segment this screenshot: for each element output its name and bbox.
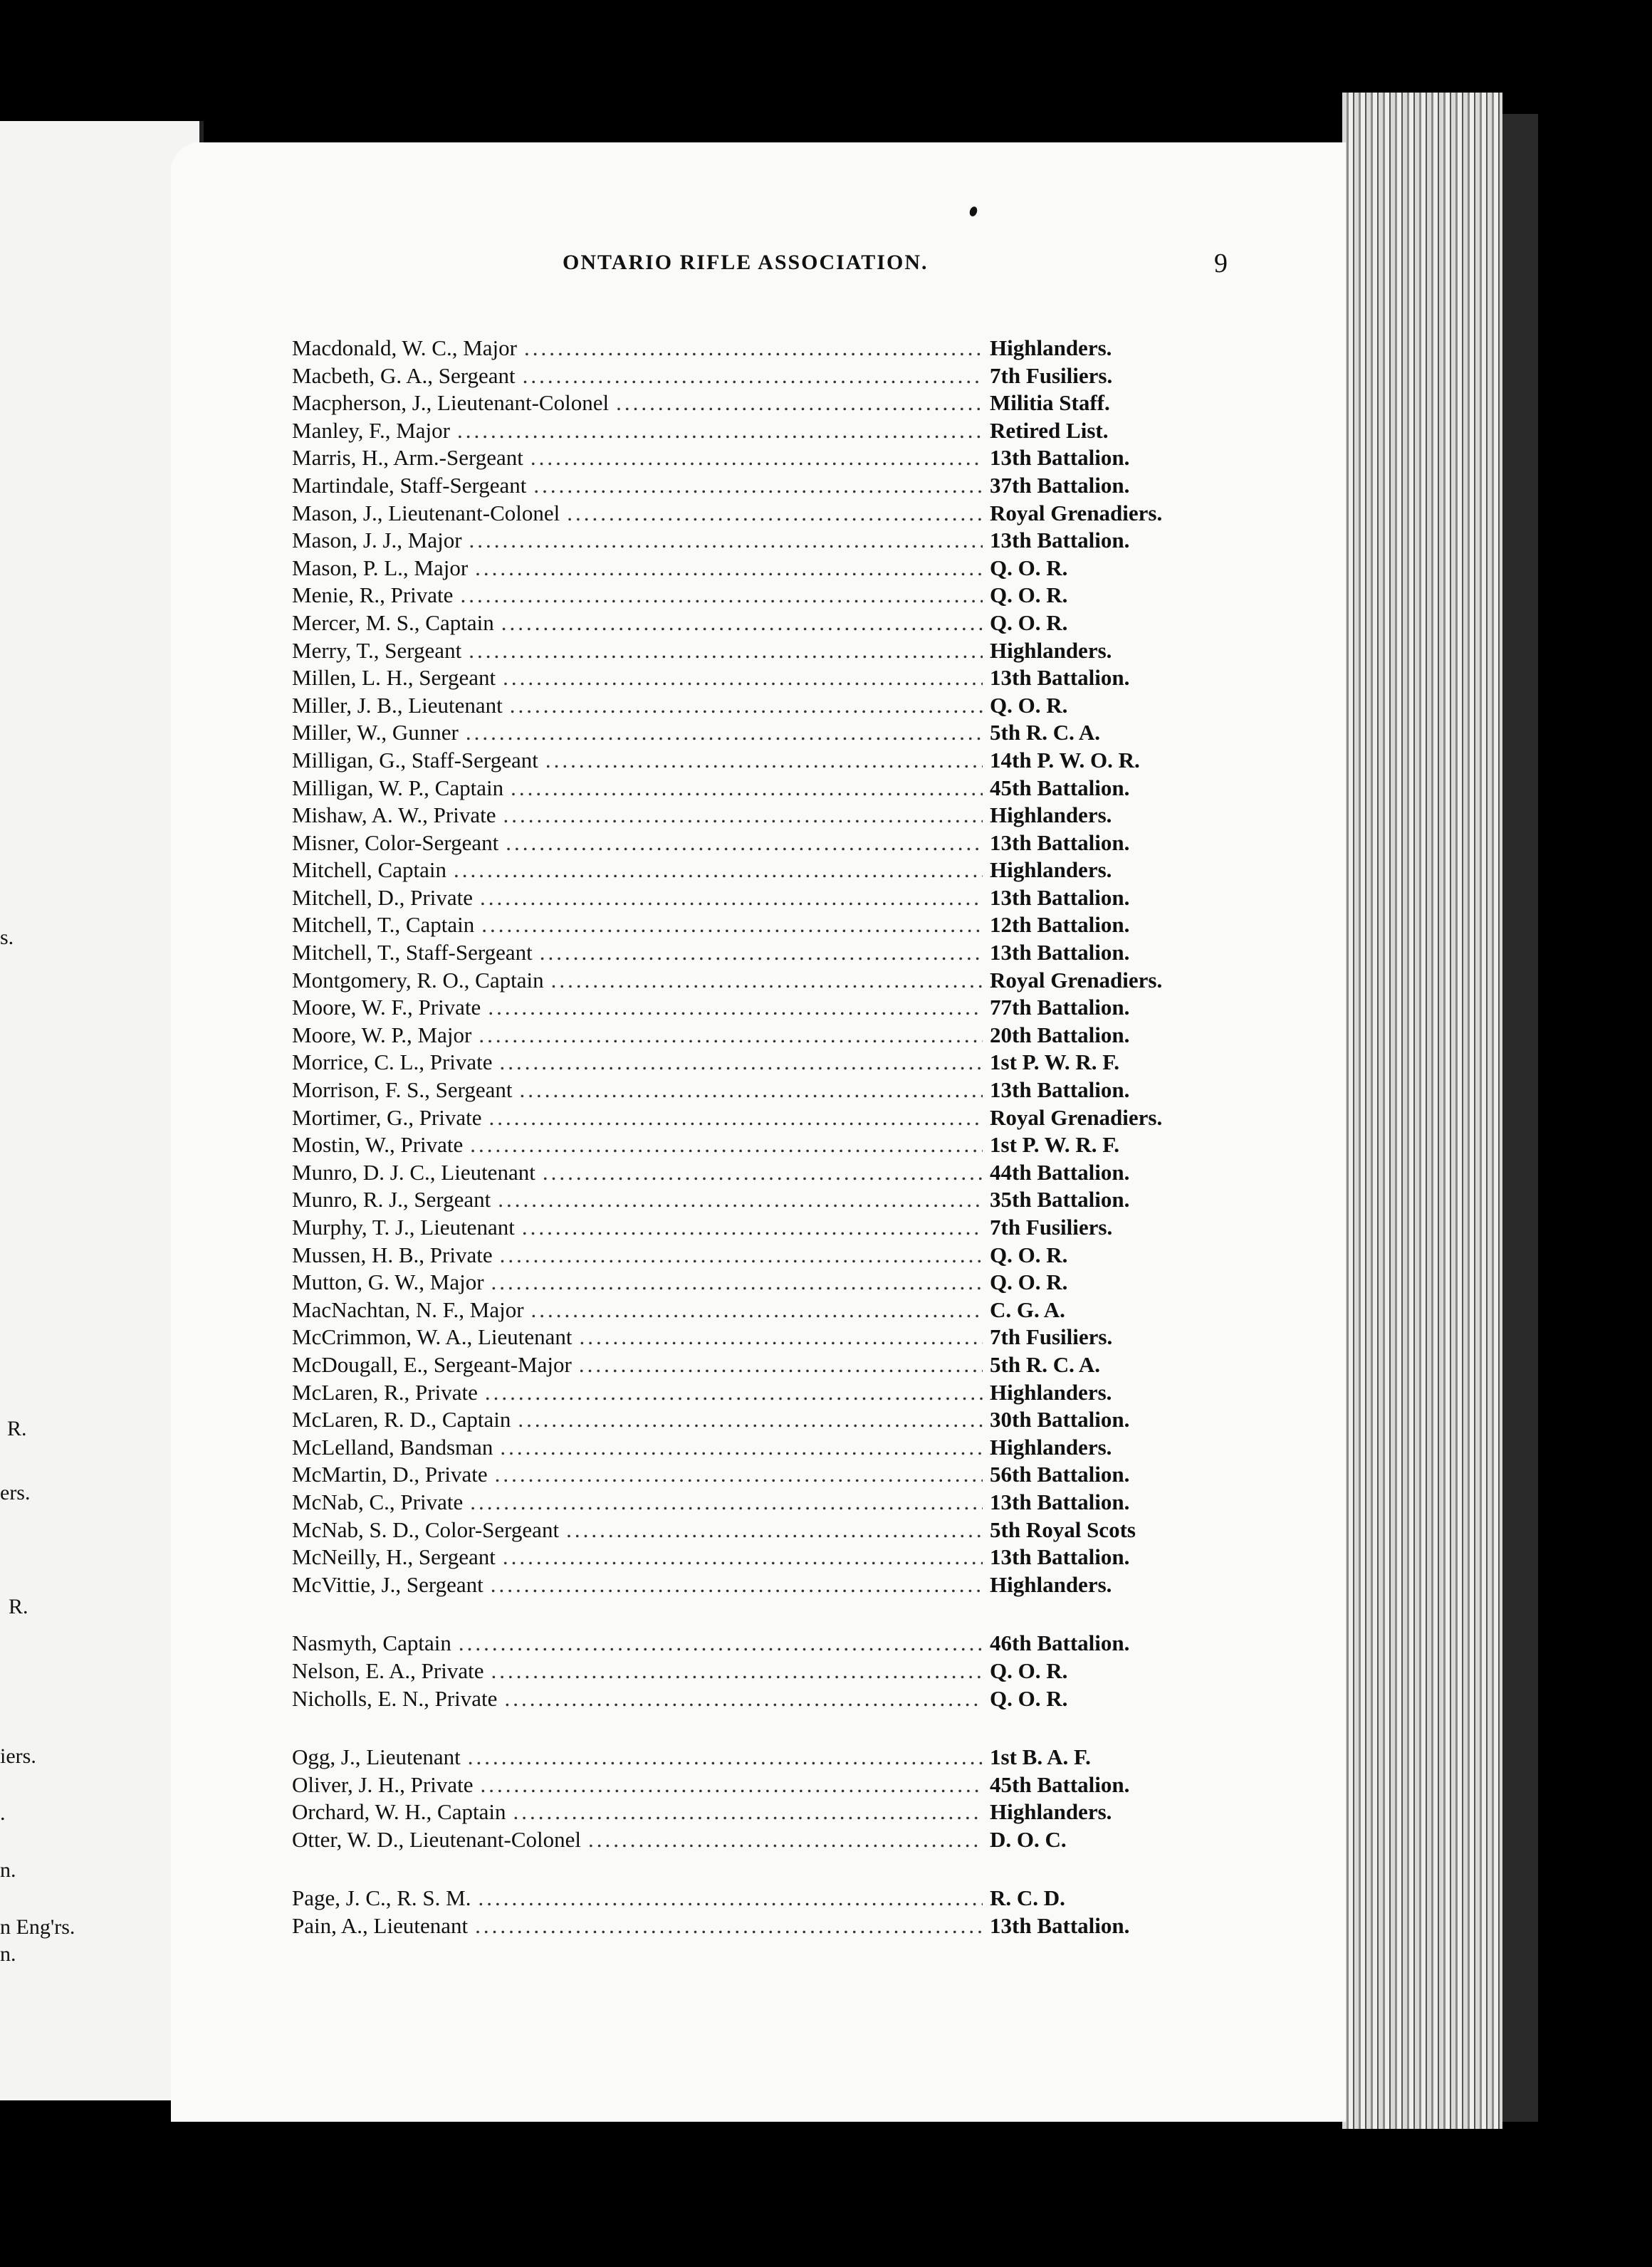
- member-unit: Q. O. R.: [990, 1685, 1068, 1711]
- member-unit: 1st B. A. F.: [990, 1744, 1091, 1770]
- list-item: [292, 1912, 1225, 1940]
- facing-page-fragment: R.: [7, 1417, 27, 1440]
- list-item: [292, 1544, 1225, 1571]
- dot-leader: [567, 500, 983, 528]
- member-name: Milligan, W. P., Captain: [292, 775, 504, 800]
- member-name: Martindale, Staff-Sergeant: [292, 472, 527, 498]
- member-unit: Militia Staff.: [990, 390, 1110, 416]
- list-item: [292, 389, 1225, 417]
- dot-leader: [459, 1630, 983, 1658]
- member-name: Macbeth, G. A., Sergeant: [292, 362, 516, 388]
- member-unit: 13th Battalion.: [990, 940, 1130, 965]
- facing-page-fragment: s.: [0, 926, 14, 949]
- member-unit: Highlanders.: [990, 335, 1112, 360]
- list-item: [292, 1049, 1225, 1077]
- list-item: [292, 1186, 1225, 1214]
- member-unit: Q. O. R.: [990, 692, 1068, 718]
- member-name: McDougall, E., Sergeant-Major: [292, 1351, 572, 1377]
- member-unit: 14th P. W. O. R.: [990, 747, 1140, 773]
- member-name: Page, J. C., R. S. M.: [292, 1885, 471, 1911]
- dot-leader: [513, 1799, 983, 1826]
- list-item: [292, 1131, 1225, 1159]
- dot-leader: [480, 884, 983, 912]
- list-item: [292, 1744, 1225, 1771]
- member-name: MacNachtan, N. F., Major: [292, 1297, 524, 1322]
- dot-leader: [540, 939, 983, 967]
- member-list: [292, 335, 1225, 1940]
- member-unit: Royal Grenadiers.: [990, 500, 1163, 525]
- member-unit: Q. O. R.: [990, 609, 1068, 635]
- member-unit: R. C. D.: [990, 1885, 1065, 1911]
- dot-leader: [460, 582, 983, 609]
- list-item: [292, 692, 1225, 720]
- list-item: [292, 1685, 1225, 1713]
- dot-leader: [469, 637, 983, 665]
- member-unit: 13th Battalion.: [990, 445, 1130, 471]
- list-item: [292, 747, 1225, 775]
- member-name: Montgomery, R. O., Captain: [292, 967, 544, 993]
- member-unit: 45th Battalion.: [990, 1771, 1130, 1797]
- list-item: [292, 1630, 1225, 1658]
- dot-leader: [454, 857, 983, 884]
- list-item: [292, 1297, 1225, 1324]
- dot-leader: [491, 1571, 983, 1599]
- dot-leader: [522, 1214, 983, 1242]
- member-unit: 13th Battalion.: [990, 665, 1130, 691]
- list-item: [292, 994, 1225, 1022]
- member-name: Mortimer, G., Private: [292, 1104, 482, 1130]
- facing-page-fragment: n.: [0, 1858, 16, 1882]
- list-item: [292, 637, 1225, 665]
- member-name: Pain, A., Lieutenant: [292, 1913, 469, 1939]
- member-name: Oliver, J. H., Private: [292, 1771, 474, 1797]
- list-item: [292, 911, 1225, 939]
- member-name: Mitchell, D., Private: [292, 884, 473, 910]
- member-name: Morrice, C. L., Private: [292, 1049, 493, 1075]
- list-item: [292, 1571, 1225, 1599]
- dot-leader: [495, 1461, 983, 1489]
- dot-leader: [566, 1517, 983, 1544]
- member-unit: D. O. C.: [990, 1826, 1067, 1852]
- member-name: Mitchell, T., Staff-Sergeant: [292, 940, 533, 965]
- member-unit: 5th Royal Scots: [990, 1517, 1136, 1542]
- member-name: Mitchell, Captain: [292, 857, 446, 883]
- facing-page-fragment: iers.: [0, 1744, 36, 1768]
- list-item: [292, 857, 1225, 884]
- member-name: Mercer, M. S., Captain: [292, 609, 494, 635]
- list-item: [292, 664, 1225, 692]
- member-unit: Highlanders.: [990, 1799, 1112, 1825]
- member-unit: 30th Battalion.: [990, 1407, 1130, 1433]
- member-unit: Highlanders.: [990, 857, 1112, 883]
- member-unit: Royal Grenadiers.: [990, 967, 1163, 993]
- list-item: [292, 609, 1225, 637]
- dot-leader: [498, 1186, 983, 1214]
- member-name: Murphy, T. J., Lieutenant: [292, 1215, 515, 1240]
- member-unit: Retired List.: [990, 417, 1109, 443]
- dot-leader: [511, 775, 983, 802]
- list-item: [292, 1351, 1225, 1379]
- list-item: [292, 1214, 1225, 1242]
- facing-page-fragment: n.: [0, 1942, 16, 1966]
- member-unit: 13th Battalion.: [990, 1489, 1130, 1514]
- list-item: [292, 417, 1225, 445]
- member-name: Manley, F., Major: [292, 417, 450, 443]
- member-name: Ogg, J., Lieutenant: [292, 1744, 461, 1770]
- member-unit: 56th Battalion.: [990, 1462, 1130, 1487]
- member-name: Moore, W. P., Major: [292, 1022, 472, 1047]
- dot-leader: [479, 1022, 983, 1049]
- member-name: Millen, L. H., Sergeant: [292, 665, 496, 691]
- member-name: McVittie, J., Sergeant: [292, 1571, 483, 1597]
- member-name: Marris, H., Arm.-Sergeant: [292, 445, 523, 471]
- member-name: Moore, W. F., Private: [292, 995, 481, 1020]
- dot-leader: [466, 719, 983, 747]
- member-unit: Highlanders.: [990, 1379, 1112, 1405]
- member-unit: 13th Battalion.: [990, 1913, 1130, 1939]
- member-name: Mason, J., Lieutenant-Colonel: [292, 500, 560, 525]
- list-item: [292, 1885, 1225, 1912]
- member-unit: 13th Battalion.: [990, 829, 1130, 855]
- page-number: 9: [1214, 248, 1228, 278]
- member-unit: Q. O. R.: [990, 1658, 1068, 1683]
- group-spacer: [292, 1598, 1225, 1630]
- dot-leader: [491, 1269, 983, 1297]
- facing-page-fragment: .: [0, 1801, 6, 1825]
- dot-leader: [468, 1744, 983, 1771]
- list-item: [292, 1771, 1225, 1799]
- dot-leader: [551, 967, 983, 995]
- dot-leader: [588, 1826, 983, 1854]
- list-item: [292, 500, 1225, 528]
- member-unit: Highlanders.: [990, 637, 1112, 663]
- list-item: [292, 1517, 1225, 1544]
- dot-leader: [478, 1885, 983, 1912]
- dot-leader: [475, 555, 983, 582]
- dot-leader: [500, 1049, 983, 1077]
- dot-leader: [501, 609, 983, 637]
- member-name: Milligan, G., Staff-Sergeant: [292, 747, 538, 773]
- facing-page-fragment: n Eng'rs.: [0, 1915, 75, 1939]
- member-name: McLaren, R., Private: [292, 1379, 478, 1405]
- list-item: [292, 1826, 1225, 1854]
- dot-leader: [616, 389, 983, 417]
- member-unit: 1st P. W. R. F.: [990, 1049, 1120, 1075]
- member-unit: Q. O. R.: [990, 555, 1068, 580]
- member-name: McNab, C., Private: [292, 1489, 464, 1514]
- dot-leader: [531, 1297, 983, 1324]
- list-item: [292, 1379, 1225, 1407]
- member-name: Miller, J. B., Lieutenant: [292, 692, 503, 718]
- member-unit: Q. O. R.: [990, 1269, 1068, 1295]
- member-unit: 13th Battalion.: [990, 884, 1130, 910]
- member-unit: 5th R. C. A.: [990, 1351, 1101, 1377]
- member-name: Mason, J. J., Major: [292, 528, 462, 553]
- member-name: Munro, D. J. C., Lieutenant: [292, 1159, 535, 1185]
- group-spacer: [292, 1712, 1225, 1744]
- member-name: Mitchell, T., Captain: [292, 912, 475, 938]
- member-unit: 5th R. C. A.: [990, 720, 1101, 745]
- list-item: [292, 1461, 1225, 1489]
- member-unit: 7th Fusiliers.: [990, 362, 1113, 388]
- dot-leader: [491, 1658, 983, 1685]
- member-unit: 77th Battalion.: [990, 995, 1130, 1020]
- dot-leader: [524, 335, 983, 362]
- member-name: Munro, R. J., Sergeant: [292, 1187, 491, 1213]
- dot-leader: [503, 1544, 983, 1571]
- list-item: [292, 1406, 1225, 1434]
- dot-leader: [488, 994, 983, 1022]
- member-name: Nicholls, E. N., Private: [292, 1685, 498, 1711]
- member-name: Miller, W., Gunner: [292, 720, 459, 745]
- list-item: [292, 967, 1225, 995]
- dot-leader: [520, 1077, 983, 1104]
- facing-page-fragment: ers.: [0, 1481, 31, 1504]
- dot-leader: [500, 1434, 983, 1462]
- dot-leader: [543, 1159, 983, 1187]
- list-item: [292, 1022, 1225, 1049]
- member-name: Mason, P. L., Major: [292, 555, 469, 580]
- member-unit: 44th Battalion.: [990, 1159, 1130, 1185]
- list-item: [292, 939, 1225, 967]
- member-name: Orchard, W. H., Captain: [292, 1799, 506, 1825]
- member-name: McCrimmon, W. A., Lieutenant: [292, 1324, 573, 1350]
- list-item: [292, 1077, 1225, 1104]
- list-item: [292, 527, 1225, 555]
- dot-leader: [533, 472, 983, 500]
- dot-leader: [506, 829, 983, 857]
- member-name: McMartin, D., Private: [292, 1462, 488, 1487]
- member-name: Nelson, E. A., Private: [292, 1658, 484, 1683]
- dot-leader: [457, 417, 983, 445]
- list-item: [292, 1658, 1225, 1685]
- dot-leader: [470, 1489, 983, 1517]
- dot-leader: [510, 692, 983, 720]
- dot-leader: [475, 1912, 983, 1940]
- dot-leader: [481, 911, 983, 939]
- list-item: [292, 1159, 1225, 1187]
- list-item: [292, 775, 1225, 802]
- member-unit: 7th Fusiliers.: [990, 1324, 1113, 1350]
- dot-leader: [469, 527, 983, 555]
- member-unit: Highlanders.: [990, 1434, 1112, 1460]
- list-item: [292, 1799, 1225, 1826]
- member-unit: 20th Battalion.: [990, 1022, 1130, 1047]
- member-unit: Highlanders.: [990, 802, 1112, 828]
- member-unit: 13th Battalion.: [990, 528, 1130, 553]
- member-unit: Q. O. R.: [990, 582, 1068, 608]
- running-header: ONTARIO RIFLE ASSOCIATION.: [563, 251, 929, 274]
- member-unit: Royal Grenadiers.: [990, 1104, 1163, 1130]
- member-name: Mishaw, A. W., Private: [292, 802, 496, 828]
- list-item: [292, 719, 1225, 747]
- dot-leader: [500, 1242, 983, 1269]
- list-item: [292, 1269, 1225, 1297]
- member-unit: 37th Battalion.: [990, 472, 1130, 498]
- member-unit: Highlanders.: [990, 1571, 1112, 1597]
- list-item: [292, 555, 1225, 582]
- member-name: McNab, S. D., Color-Sergeant: [292, 1517, 560, 1542]
- member-name: Merry, T., Sergeant: [292, 637, 462, 663]
- list-item: [292, 1104, 1225, 1132]
- list-item: [292, 444, 1225, 472]
- member-name: Nasmyth, Captain: [292, 1630, 451, 1656]
- member-unit: 35th Battalion.: [990, 1187, 1130, 1213]
- member-unit: 7th Fusiliers.: [990, 1215, 1113, 1240]
- member-name: Misner, Color-Sergeant: [292, 829, 499, 855]
- dot-leader: [470, 1131, 983, 1159]
- dot-leader: [530, 444, 983, 472]
- list-item: [292, 829, 1225, 857]
- member-unit: 13th Battalion.: [990, 1077, 1130, 1103]
- member-name: Mutton, G. W., Major: [292, 1269, 484, 1295]
- dot-leader: [580, 1324, 983, 1351]
- dot-leader: [485, 1379, 983, 1407]
- member-unit: 1st P. W. R. F.: [990, 1132, 1120, 1158]
- member-unit: 12th Battalion.: [990, 912, 1130, 938]
- member-name: McLelland, Bandsman: [292, 1434, 493, 1460]
- dot-leader: [504, 1685, 983, 1713]
- member-name: Macpherson, J., Lieutenant-Colonel: [292, 390, 610, 416]
- member-name: Morrison, F. S., Sergeant: [292, 1077, 513, 1103]
- list-item: [292, 1489, 1225, 1517]
- member-name: Macdonald, W. C., Major: [292, 335, 517, 360]
- dot-leader: [480, 1771, 983, 1799]
- group-spacer: [292, 1853, 1225, 1885]
- member-unit: Q. O. R.: [990, 1242, 1068, 1267]
- dot-leader: [489, 1104, 983, 1132]
- dot-leader: [503, 664, 983, 692]
- dot-leader: [579, 1351, 983, 1379]
- member-unit: C. G. A.: [990, 1297, 1065, 1322]
- page-stack-edge: [1342, 93, 1502, 2129]
- member-unit: 45th Battalion.: [990, 775, 1130, 800]
- list-item: [292, 1324, 1225, 1351]
- member-name: McNeilly, H., Sergeant: [292, 1544, 496, 1570]
- member-name: McLaren, R. D., Captain: [292, 1407, 511, 1433]
- dot-leader: [545, 747, 983, 775]
- facing-page-fragment: R.: [9, 1595, 28, 1618]
- member-name: Otter, W. D., Lieutenant-Colonel: [292, 1826, 581, 1852]
- dot-leader: [523, 362, 983, 390]
- member-name: Mostin, W., Private: [292, 1132, 464, 1158]
- list-item: [292, 362, 1225, 390]
- list-item: [292, 1242, 1225, 1269]
- dot-leader: [518, 1406, 983, 1434]
- member-unit: 46th Battalion.: [990, 1630, 1130, 1656]
- list-item: [292, 472, 1225, 500]
- list-item: [292, 582, 1225, 609]
- list-item: [292, 802, 1225, 829]
- member-name: Mussen, H. B., Private: [292, 1242, 493, 1267]
- member-unit: 13th Battalion.: [990, 1544, 1130, 1570]
- member-name: Menie, R., Private: [292, 582, 454, 608]
- list-item: [292, 1434, 1225, 1462]
- dot-leader: [503, 802, 983, 829]
- list-item: [292, 335, 1225, 362]
- list-item: [292, 884, 1225, 912]
